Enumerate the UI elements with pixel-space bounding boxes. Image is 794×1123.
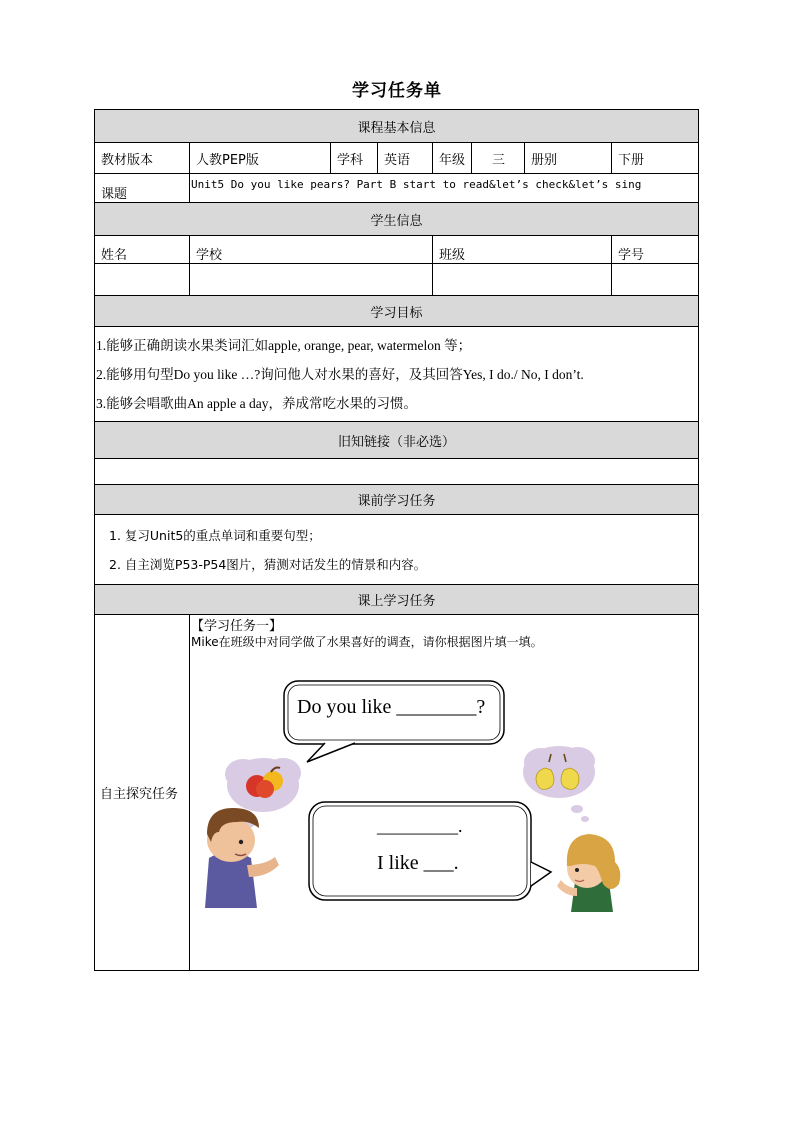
task1-description: Mike在班级中对同学做了水果喜好的调查，请你根据图片填一填。	[191, 635, 543, 649]
girl-character-icon	[557, 834, 620, 912]
pre-task-2: 2. 自主浏览P53-P54图片，猜测对话发生的情景和内容。	[109, 556, 427, 572]
textbook-label: 教材版本	[95, 143, 190, 174]
section-prior-knowledge: 旧知链接（非必选）	[95, 422, 699, 459]
student-id-field[interactable]	[612, 264, 699, 296]
volume-label: 册别	[525, 143, 612, 174]
pear-thought-icon	[523, 746, 595, 822]
answer-blank-line: _________.	[377, 816, 463, 836]
boy-character-icon	[205, 808, 279, 908]
section-student-info: 学生信息	[95, 203, 699, 236]
volume-value: 下册	[612, 143, 699, 174]
answer-text: I like ___.	[377, 852, 459, 874]
prior-knowledge-field[interactable]	[95, 459, 699, 485]
section-pre-class: 课前学习任务	[95, 485, 699, 515]
textbook-value: 人教PEP版	[190, 143, 331, 174]
subject-value: 英语	[378, 143, 433, 174]
grade-label: 年级	[433, 143, 472, 174]
section-basic-info: 课程基本信息	[95, 110, 699, 143]
topic-text: Unit5 Do you like pears? Part B start to read&let’s check&let’s sing	[191, 178, 642, 191]
question-text: Do you like ________?	[297, 696, 486, 718]
goal-3: 3.能够会唱歌曲An apple a day，养成常吃水果的习惯。	[96, 395, 417, 411]
school-field[interactable]	[190, 264, 433, 296]
task-content-cell	[190, 615, 699, 971]
pre-task-1: 1. 复习Unit5的重点单词和重要句型；	[109, 527, 321, 543]
illustration-graphics	[190, 650, 686, 920]
topic-label: 课题	[95, 174, 190, 203]
name-field[interactable]	[95, 264, 190, 296]
task1-title: 【学习任务一】	[191, 619, 283, 634]
section-in-class: 课上学习任务	[95, 585, 699, 615]
page-title: 学习任务单	[352, 81, 442, 101]
class-field[interactable]	[433, 264, 612, 296]
task-sheet-table	[94, 109, 699, 971]
goals-cell	[95, 327, 699, 422]
goal-1: 1.能够正确朗读水果类词汇如apple, orange, pear, watermelon 等；	[96, 337, 472, 353]
student-id-label: 学号	[612, 236, 699, 264]
name-label: 姓名	[95, 236, 190, 264]
pre-class-cell	[95, 515, 699, 585]
self-explore-label: 自主探究任务	[95, 615, 190, 971]
grade-value: 三	[472, 143, 525, 174]
class-label: 班级	[433, 236, 612, 264]
topic-value	[190, 174, 699, 203]
dialogue-illustration	[190, 650, 686, 920]
section-goals: 学习目标	[95, 296, 699, 327]
goal-2: 2.能够用句型Do you like …?询问他人对水果的喜好，及其回答Yes, I do./ No, I don’t.	[96, 366, 584, 382]
school-label: 学校	[190, 236, 433, 264]
subject-label: 学科	[331, 143, 378, 174]
question-bubble	[284, 681, 504, 762]
